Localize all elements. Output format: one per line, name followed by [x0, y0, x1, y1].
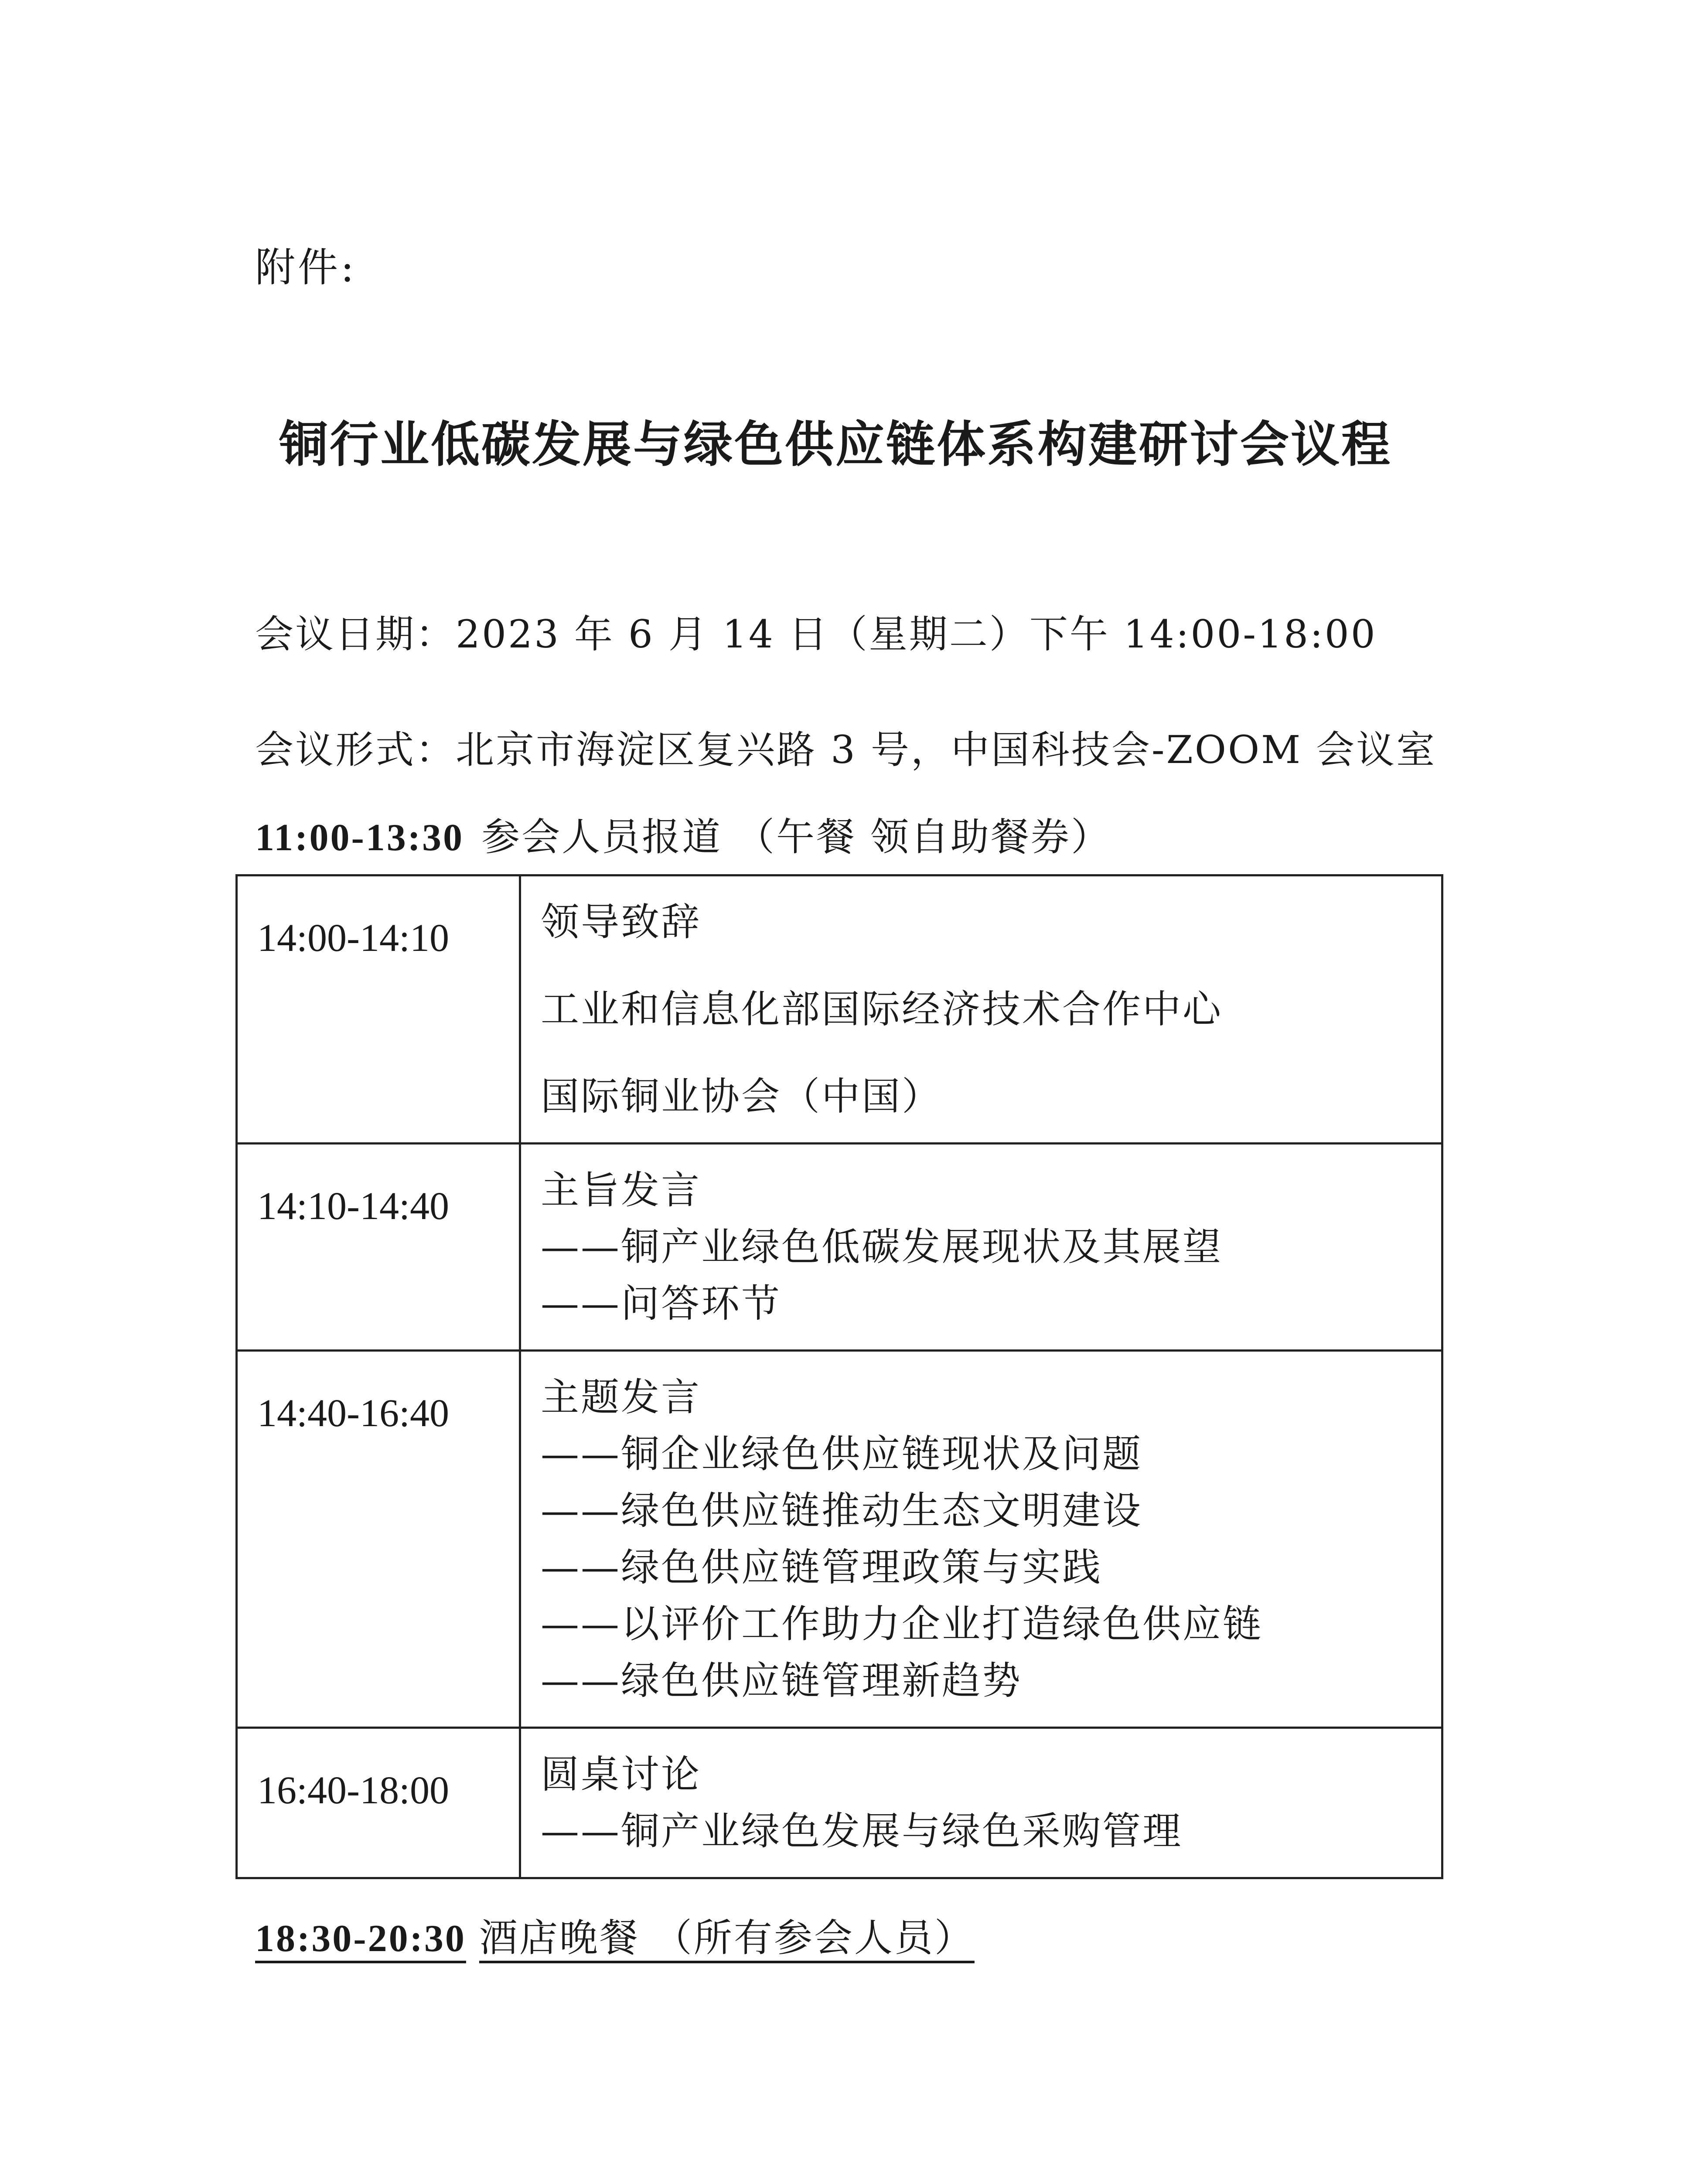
session-content: [520, 875, 1442, 1144]
session-time: 16:40-18:00: [237, 1728, 520, 1878]
session-item: ——绿色供应链管理新趋势: [541, 1658, 1023, 1703]
dinner-text: 酒店晚餐 （所有参会人员）: [479, 1915, 975, 1960]
session-title: 领导致辞: [541, 899, 702, 944]
session-item: ——铜产业绿色低碳发展现状及其展望: [541, 1224, 1223, 1269]
document-title: 铜行业低碳发展与绿色供应链体系构建研讨会议程: [279, 416, 1392, 473]
agenda-row: [237, 875, 1442, 1144]
meeting-date: 会议日期：2023 年 6 月 14 日（星期二）下午 14:00-18:00: [255, 612, 1377, 657]
annex-label: 附件:: [255, 244, 357, 291]
session-item: ——以评价工作助力企业打造绿色供应链: [541, 1601, 1263, 1646]
session-title: 圆桌讨论: [541, 1752, 702, 1797]
session-content: [520, 1144, 1442, 1351]
session-item: 国际铜业协会（中国）: [541, 1074, 942, 1119]
session-item: ——铜产业绿色发展与绿色采购管理: [541, 1809, 1183, 1853]
session-time: 14:40-16:40: [237, 1351, 520, 1728]
session-item: 工业和信息化部国际经济技术合作中心: [541, 987, 1223, 1032]
session-title: 主旨发言: [541, 1168, 702, 1213]
dinner-line: [255, 1908, 975, 1962]
session-time: 14:00-14:10: [237, 875, 520, 1144]
meeting-form: 会议形式：北京市海淀区复兴路 3 号，中国科技会-ZOOM 会议室: [255, 727, 1437, 772]
checkin-time: 11:00-13:30: [255, 817, 464, 859]
dinner-time: 18:30-20:30: [255, 1918, 466, 1960]
session-content: [520, 1728, 1442, 1878]
session-item: ——问答环节: [541, 1281, 782, 1326]
agenda-row: [237, 1351, 1442, 1728]
agenda-row: [237, 1144, 1442, 1351]
session-item: ——绿色供应链推动生态文明建设: [541, 1488, 1143, 1533]
checkin-line: [255, 807, 1111, 862]
agenda-table: [235, 874, 1443, 1879]
session-time: 14:10-14:40: [237, 1144, 520, 1351]
agenda-row: [237, 1728, 1442, 1878]
checkin-text: 参会人员报道 （午餐 领自助餐券）: [481, 814, 1111, 859]
session-title: 主题发言: [541, 1375, 702, 1420]
session-content: [520, 1351, 1442, 1728]
session-item: ——铜企业绿色供应链现状及问题: [541, 1431, 1143, 1476]
session-item: ——绿色供应链管理政策与实践: [541, 1545, 1103, 1590]
